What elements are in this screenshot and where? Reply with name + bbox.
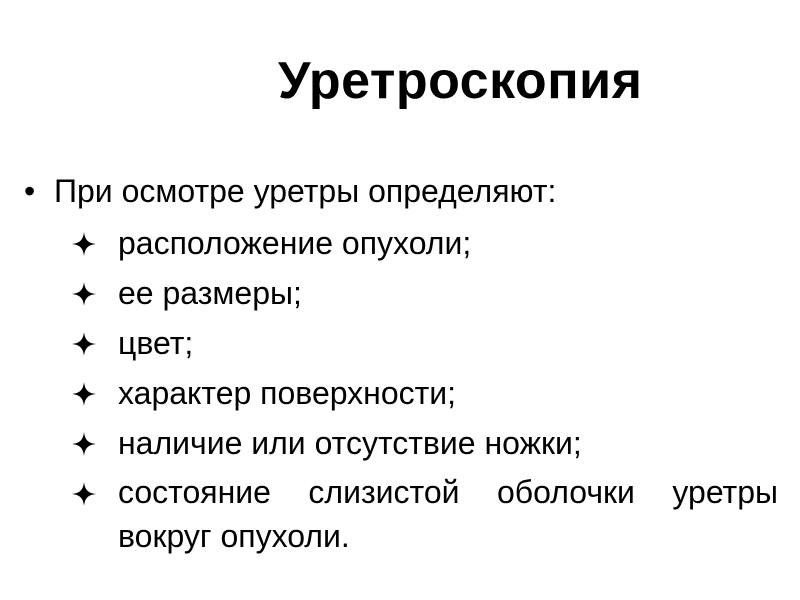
four-point-star-icon bbox=[72, 282, 96, 306]
main-bullet-text: При осмотре уретры определяют: bbox=[54, 173, 557, 209]
four-point-star-icon bbox=[72, 432, 96, 456]
four-point-star-icon bbox=[72, 232, 96, 256]
sub-bullet-item bbox=[72, 470, 782, 562]
four-point-star-icon bbox=[72, 332, 96, 356]
sub-bullet-item bbox=[72, 320, 782, 370]
sub-bullet-text: ее размеры; bbox=[118, 275, 302, 311]
sub-bullet-text: наличие или отсутствие ножки; bbox=[118, 425, 582, 461]
sub-bullet-list bbox=[72, 220, 782, 562]
sub-bullet-item bbox=[72, 220, 782, 270]
sub-bullet-item bbox=[72, 270, 782, 320]
main-bullet bbox=[24, 168, 784, 214]
sub-bullet-item bbox=[72, 420, 782, 470]
sub-bullet-text: расположение опухоли; bbox=[118, 225, 472, 261]
bullet-marker: • bbox=[24, 173, 36, 209]
sub-bullet-text: состояние слизистой оболочки уретры вокруг опухоли. bbox=[118, 474, 778, 554]
four-point-star-icon bbox=[72, 482, 96, 506]
four-point-star-icon bbox=[72, 382, 96, 406]
sub-bullet-text: цвет; bbox=[118, 325, 194, 361]
sub-bullet-item bbox=[72, 370, 782, 420]
sub-bullet-text: характер поверхности; bbox=[118, 375, 457, 411]
slide-title: Уретроскопия bbox=[278, 52, 643, 110]
